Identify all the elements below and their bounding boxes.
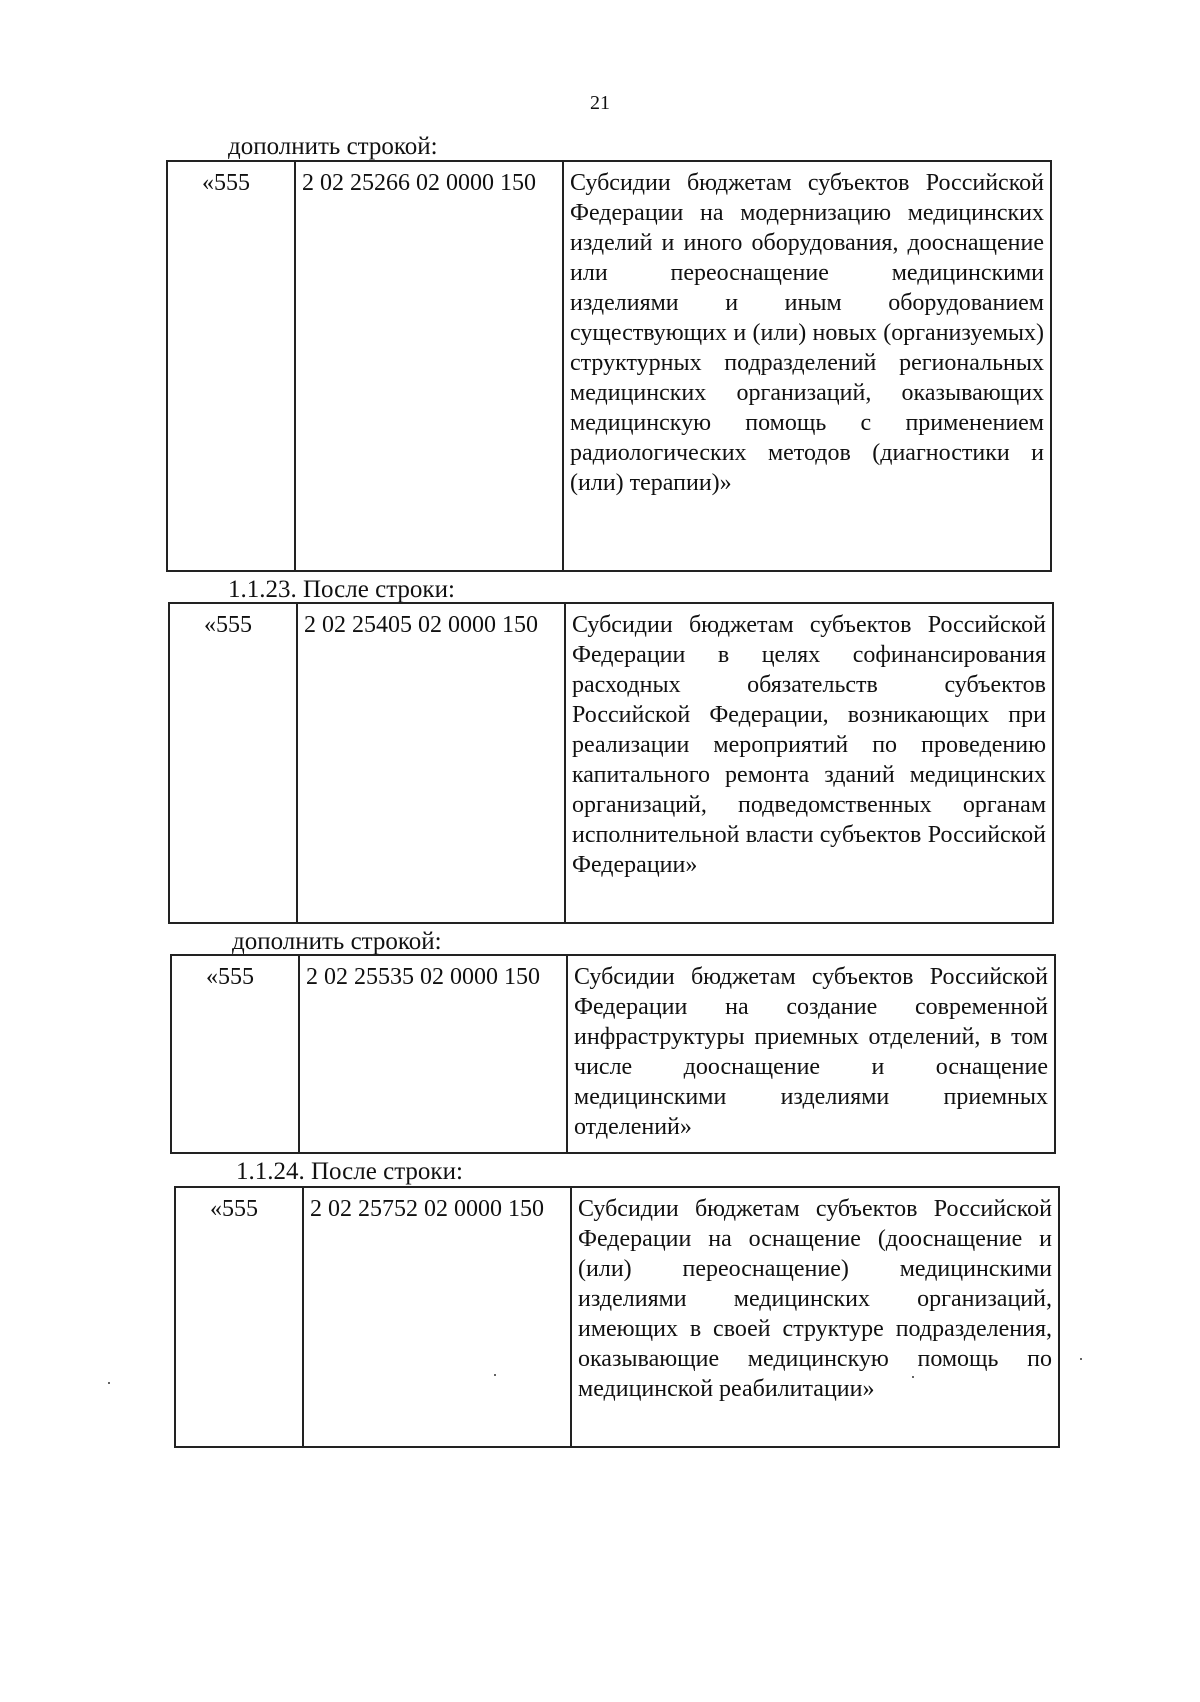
- budget-code-table: [170, 954, 1056, 1154]
- code-prefix-cell: «555: [175, 1187, 303, 1447]
- budget-code-table: [174, 1186, 1060, 1448]
- kbk-code-cell: 2 02 25266 02 0000 150: [295, 161, 563, 571]
- scan-speck: [108, 1382, 110, 1384]
- description-cell: Субсидии бюджетам субъектов Российской Федерации на модернизацию медицинских изделий и иного оборудования, дооснащение или переоснащение медицинскими изделиями и иным оборудованием существующих и (или) новых (организуемых) структурных подразделений региональных медицинских организаций, оказывающих медицинскую помощь с применением радиологических методов (диагностики и (или) терапии)»: [563, 161, 1051, 571]
- scan-speck: [494, 1374, 496, 1376]
- table-row: [175, 1187, 1059, 1447]
- code-prefix-cell: «555: [169, 603, 297, 923]
- description-cell: Субсидии бюджетам субъектов Российской Федерации на оснащение (дооснащение и (или) переоснащение) медицинскими изделиями медицинских организаций, имеющих в своей структуре подразделения, оказывающие медицинскую помощь по медицинской реабилитации»: [571, 1187, 1059, 1447]
- kbk-code-cell: 2 02 25752 02 0000 150: [303, 1187, 571, 1447]
- table-row: [171, 955, 1055, 1153]
- description-cell: Субсидии бюджетам субъектов Российской Федерации на создание современной инфраструктуры приемных отделений, в том числе дооснащение и оснащение медицинскими изделиями приемных отделений»: [567, 955, 1055, 1153]
- code-prefix-cell: «555: [171, 955, 299, 1153]
- budget-code-table: [166, 160, 1052, 572]
- kbk-code-cell: 2 02 25535 02 0000 150: [299, 955, 567, 1153]
- kbk-code-cell: 2 02 25405 02 0000 150: [297, 603, 565, 923]
- description-cell: Субсидии бюджетам субъектов Российской Федерации в целях софинансирования расходных обязательств субъектов Российской Федерации, возникающих при реализации мероприятий по проведению капитального ремонта зданий медицинских организаций, подведомственных органам исполнительной власти субъектов Российской Федерации»: [565, 603, 1053, 923]
- amendment-caption: дополнить строкой:: [228, 133, 438, 160]
- amendment-caption: 1.1.23. После строки:: [228, 576, 455, 603]
- table-row: [167, 161, 1051, 571]
- scan-speck: [912, 1376, 914, 1378]
- scan-speck: [1080, 1358, 1082, 1360]
- amendment-caption: дополнить строкой:: [232, 928, 442, 955]
- budget-code-table: [168, 602, 1054, 924]
- table-row: [169, 603, 1053, 923]
- page-number: 21: [590, 92, 610, 114]
- code-prefix-cell: «555: [167, 161, 295, 571]
- amendment-caption: 1.1.24. После строки:: [236, 1158, 463, 1185]
